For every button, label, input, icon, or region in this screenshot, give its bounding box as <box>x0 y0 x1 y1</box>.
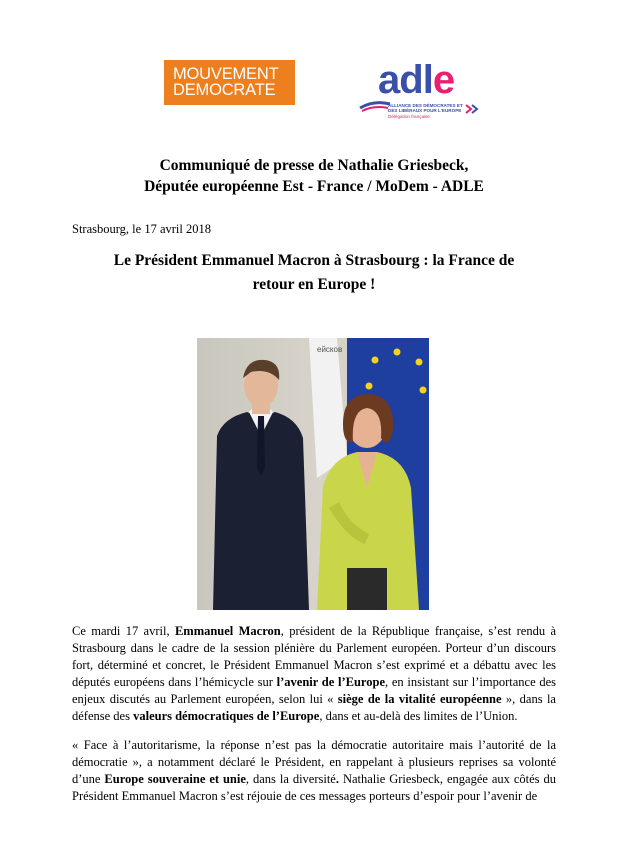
headline-line-1: Le Président Emmanuel Macron à Strasbourg : la France de <box>113 252 515 269</box>
body-paragraph-1: Ce mardi 17 avril, Emmanuel Macron, président de la République française, s’est rendu à Strasbourg dans le cadre de la session plénière du Parlement européen. Porteur d’un discours fort, déterminé et concret, le Président Emmanuel Macron s’est exprimé et a débattu avec les députés européens dans l’hémicycle sur l’avenir de l’Europe, en insistant sur l’importance des enjeux discutés au Parlement européen, selon lui « siège de la vitalité européenne », dans la défense des valeurs démocratiques de l’Europe, dans et au-delà des limites de l’Union. <box>72 624 556 723</box>
press-release-title <box>0 155 628 197</box>
bold-siege-vitalite: siège de la vitalité européenne <box>337 692 502 706</box>
bold-europe-souveraine: Europe souveraine et unie <box>104 772 246 786</box>
body-paragraph-2: « Face à l’autoritarisme, la réponse n’est pas la démocratie autoritaire mais l’autorité de la démocratie », a notamment déclaré le Président, en rappelant à plusieurs reprises sa volonté d’une Europe souveraine et unie, dans la diversité. Nathalie Griesbeck, engagée aux côtés du Président Emmanuel Macron s’est réjouie de ces messages porteurs d’espoir pour l’avenir de <box>72 738 556 803</box>
adle-logo <box>350 58 490 124</box>
photo-macron-griesbeck <box>197 338 429 610</box>
photo-sign-text: ейсков <box>317 345 343 354</box>
bold-avenir-europe: l’avenir de l’Europe <box>276 675 386 689</box>
mouvement-democrate-logo <box>164 60 295 105</box>
headline <box>80 249 548 297</box>
modem-logo-line1: MOUVEMENT <box>173 65 279 83</box>
bold-valeurs-democratiques: valeurs démocratiques de l’Europe <box>133 709 320 723</box>
adle-swoosh-icon <box>358 98 392 114</box>
adle-tagline: ALLIANCE DES DÉMOCRATES ET DES LIBÉRAUX POUR L'EUROPE Délégation française <box>388 103 463 119</box>
adle-wordmark: adle <box>378 58 455 102</box>
title-line-1: Communiqué de presse de Nathalie Griesbeck, <box>159 157 469 174</box>
modem-logo-line2: DEMOCRATE <box>173 81 276 99</box>
dateline: Strasbourg, le 17 avril 2018 <box>72 222 211 236</box>
headline-line-2: retour en Europe ! <box>252 276 376 293</box>
title-line-2: Députée européenne Est - France / MoDem - ADLE <box>144 178 484 195</box>
photo-illustration <box>197 338 429 610</box>
chevron-right-icon <box>465 104 479 114</box>
bold-emmanuel-macron: Emmanuel Macron <box>174 624 281 638</box>
